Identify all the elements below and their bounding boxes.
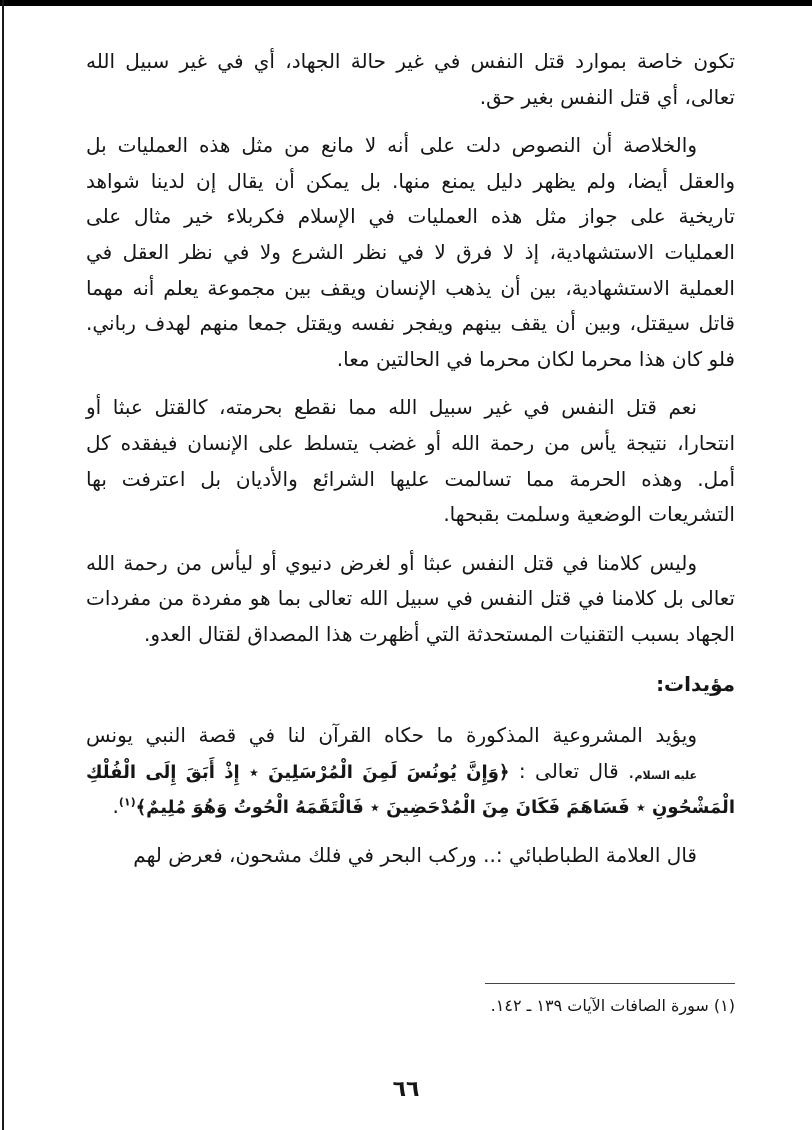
paragraph-prohibition: نعم قتل النفس في غير سبيل الله مما نقطع بحرمته، كالقتل عبثا أو انتحارا، نتيجة يأس من رحمة الله أو غضب يتسلط على الإنسان فيفقده كل أمل. وهذه الحرمة مما تسالمت عليها الشرائع والأديان بل اعترفت بها التشريعات الوضعية وسلمت بقبحها. (86, 395, 735, 527)
paragraph-summary: والخلاصة أن النصوص دلت على أنه لا مانع من مثل هذه العمليات بل والعقل أيضا، ولم يظهر دليل يمنع منها. بل يمكن أن يقال إن لدينا شواهد تاريخية على جواز مثل هذه العمليات في الإسلام فكربلاء خير مثال على العمليات الاستشهادية، إذ لا فرق لا في نظر الشرع ولا في نظر العقل في العملية الاستشهادية، بين أن يذهب الإنسان ويقف بين مجموعة يعلم أنه مهما قاتل سيقتل، وبين أن يقف بينهم ويفجر نفسه ويقتل جمعا منهم لهدف رباني. فلو كان هذا محرما لكان محرما في الحالتين معا. (86, 133, 735, 371)
paragraph-clarification: وليس كلامنا في قتل النفس عبثا أو لغرض دنيوي أو ليأس من رحمة الله تعالى بل كلامنا في قتل النفس في سبيل الله تعالى بما هو مفردة من مفردات الجهاد بسبب التقنيات المستحدثة التي أظهرت هذا المصداق لقتال العدو. (86, 550, 735, 646)
paragraph-tabatabai: قال العلامة الطباطبائي :.. وركب البحر في فلك مشحون، فعرض لهم (133, 842, 697, 867)
paragraph-continuation: تكون خاصة بموارد قتل النفس في غير حالة الجهاد، أي في غير سبيل الله تعالى، أي قتل النفس بغير حق. (86, 49, 735, 109)
page-number: ٦٦ (392, 1077, 420, 1102)
page-content (86, 44, 735, 886)
footnote-separator (485, 983, 735, 984)
quran-lead-in: . قال تعالى : (509, 758, 635, 783)
footnote-marker: (١) (118, 795, 136, 809)
alayhi-salam-symbol: عليه السلام (634, 768, 697, 782)
footnote: (١) سورة الصافات الآيات ١٣٩ ـ ١٤٢. (490, 996, 735, 1015)
top-border-rule (0, 0, 812, 6)
paragraph-quran (86, 718, 735, 825)
left-border-rule (2, 0, 4, 1130)
sentence-period: . (112, 794, 119, 819)
section-heading: مؤيدات: (656, 671, 735, 696)
quran-verse: ﴿وَإِنَّ يُونُسَ لَمِنَ الْمُرْسَلِينَ ٭ إِذْ أَبَقَ إِلَى الْفُلْكِ الْمَشْحُونِ ٭ فَسَاهَمَ فَكَانَ مِنَ الْمُدْحَضِينَ ٭ فَالْتَقَمَهُ الْحُوتُ وَهُوَ مُلِيمٌ﴾ (86, 761, 735, 819)
quran-intro-text: ويؤيد المشروعية المذكورة ما حكاه القرآن لنا في قصة النبي يونس (86, 723, 697, 748)
